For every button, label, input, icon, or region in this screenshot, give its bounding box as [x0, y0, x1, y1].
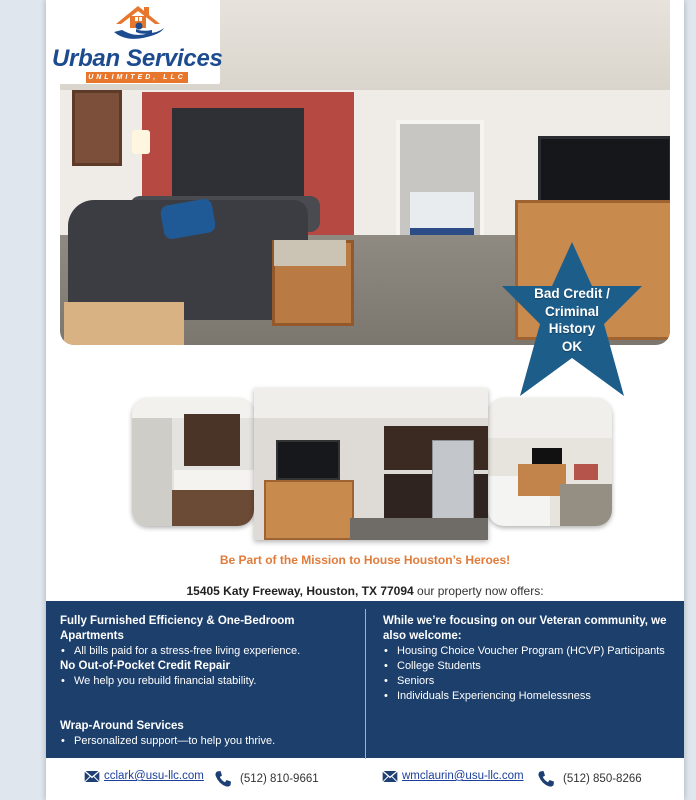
list-item: • Individuals Experiencing Homelessness	[383, 689, 683, 704]
company-logo	[46, 0, 223, 84]
house-hand-logo-icon	[108, 2, 168, 46]
credit-repair-heading: No Out-of-Pocket Credit Repair	[60, 660, 230, 672]
envelope-icon	[382, 771, 398, 782]
contact-phone-1	[214, 770, 319, 788]
offers-left-column	[60, 614, 360, 749]
phone-number-2[interactable]: (512) 850-8266	[563, 773, 642, 785]
living-area-photo	[254, 388, 488, 540]
envelope-icon	[84, 771, 100, 782]
contact-email-2	[382, 770, 524, 782]
phone-icon	[214, 770, 232, 788]
offers-panel	[46, 601, 684, 758]
list-item: • College Students	[383, 659, 683, 674]
credit-bullet: • We help you rebuild financial stability.	[60, 674, 360, 689]
company-tagline: UNLIMITED, LLC	[86, 72, 188, 83]
furnished-heading: Fully Furnished Efficiency & One-Bedroom Apartments	[60, 615, 295, 642]
bad-credit-badge-text: Bad Credit / Criminal History OK	[534, 286, 610, 354]
list-item: • Seniors	[383, 674, 683, 689]
email-link-wmclaurin[interactable]: wmclaurin@usu-llc.com	[402, 770, 524, 782]
offers-right-column	[383, 614, 683, 704]
contact-phone-2	[537, 770, 642, 788]
property-address: 15405 Katy Freeway, Houston, TX 77094 our property now offers:	[186, 584, 544, 598]
contact-email-1	[84, 770, 204, 782]
bedroom-photo	[488, 398, 612, 526]
welcome-heading: While we’re focusing on our Veteran community, we also welcome:	[383, 615, 667, 642]
company-name: Urban Services	[52, 45, 223, 72]
email-link-cclark[interactable]: cclark@usu-llc.com	[104, 770, 204, 782]
support-bullet: • Personalized support—to help you thrive.	[60, 734, 360, 749]
phone-icon	[537, 770, 555, 788]
mission-statement: Be Part of the Mission to House Houston’s Heroes!	[219, 553, 511, 567]
column-divider	[365, 609, 366, 759]
wraparound-heading: Wrap-Around Services	[60, 720, 184, 732]
list-item: • Housing Choice Voucher Program (HCVP) Participants	[383, 644, 683, 659]
kitchen-photo	[132, 398, 254, 526]
bills-bullet: • All bills paid for a stress-free living experience.	[60, 644, 360, 659]
flyer-page	[46, 0, 684, 800]
phone-number-1[interactable]: (512) 810-9661	[240, 773, 319, 785]
